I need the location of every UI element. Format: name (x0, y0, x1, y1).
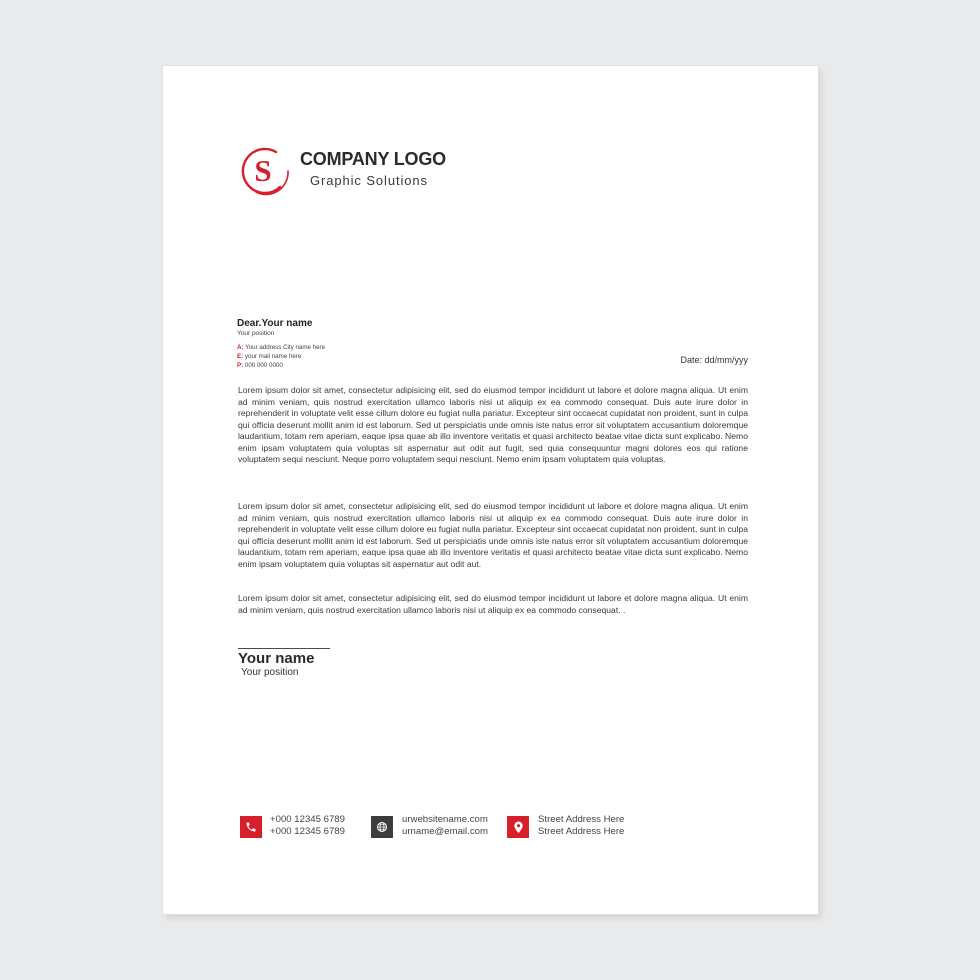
letter-date: Date: dd/mm/yyy (680, 355, 748, 365)
recipient-email (237, 353, 301, 360)
footer-email: urname@email.com (402, 826, 488, 837)
recipient-address (237, 344, 325, 351)
footer-phone-line-1: +000 12345 6789 (270, 814, 345, 825)
recipient-phone (237, 362, 283, 369)
phone-key: P: (237, 362, 244, 369)
address-value: Your address City name here (245, 344, 326, 351)
footer-website: urwebsitename.com (402, 814, 488, 825)
footer-address-line-2: Street Address Here (538, 826, 625, 837)
company-name: COMPANY LOGO (300, 149, 446, 169)
signature-position: Your position (241, 667, 299, 678)
phone-icon (240, 816, 262, 838)
signature-line (238, 648, 330, 649)
recipient-position: Your position (237, 330, 275, 337)
globe-icon (371, 816, 393, 838)
body-paragraph-3: Lorem ipsum dolor sit amet, consectetur adipisicing elit, sed do eiusmod tempor incididunt ut labore et dolore magna aliqua. Ut enim ad minim veniam, quis nostrud exercitation ullamco laboris nisi ut aliquip ex ea commodo consequat. . (238, 593, 748, 615)
phone-value: 000 000 0000 (244, 362, 283, 369)
email-key: E: (237, 353, 244, 360)
footer-address (538, 814, 624, 838)
company-tagline: Graphic Solutions (310, 173, 428, 188)
location-pin-icon (507, 816, 529, 838)
logo-letter: S (254, 153, 272, 188)
company-logo-icon (236, 143, 292, 199)
address-key: A: (237, 344, 244, 351)
footer-web (402, 814, 488, 838)
email-value: your mail name here (244, 353, 302, 360)
salutation: Dear.Your name (237, 318, 313, 329)
signature-name: Your name (238, 650, 315, 667)
body-paragraph-2: Lorem ipsum dolor sit amet, consectetur adipisicing elit, sed do eiusmod tempor incididunt ut labore et dolore magna aliqua. Ut enim ad minim veniam, quis nostrud exercitation ullamco laboris nisi ut aliquip ex ea commodo consequat. Duis aute irure dolor in reprehenderit in voluptate velit esse cillum dolore eu fugiat nulla pariatur. Excepteur sint occaecat cupidatat non proident, sunt in culpa qui officia deserunt mollit anim id est laborum. Sed ut perspiciatis unde omnis iste natus error sit voluptatem accusantium doloremque laudantium, totam rem aperiam, eaque ipsa quae ab illo inventore veritatis et quasi architecto beatae vitae dicta sunt explicabo. Nemo enim ipsam voluptatem quia voluptas sit aspernatur aut odit aut. (238, 501, 748, 569)
footer-phone (270, 814, 345, 838)
footer-address-line-1: Street Address Here (538, 814, 625, 825)
footer-phone-line-2: +000 12345 6789 (270, 826, 345, 837)
body-paragraph-1: Lorem ipsum dolor sit amet, consectetur adipisicing elit, sed do eiusmod tempor incididunt ut labore et dolore magna aliqua. Ut enim ad minim veniam, quis nostrud exercitation ullamco laboris nisi ut aliquip ex ea commodo consequat. Duis aute irure dolor in reprehenderit in voluptate velit esse cillum dolore eu fugiat nulla pariatur. Excepteur sint occaecat cupidatat non proident, sunt in culpa qui officia deserunt mollit anim id est laborum. Sed ut perspiciatis unde omnis iste natus error sit voluptatem accusantium doloremque laudantium, totam rem aperiam, eaque ipsa quae ab illo inventore veritatis et quasi architecto beatae vitae dicta sunt explicabo. Nemo enim ipsam voluptatem quia voluptas sit aspernatur aut odit aut fugit, sed quia consequuntur magni dolores eos qui ratione voluptatem sequi nesciunt. Neque porro voluptatem sequi nesciunt. Nemo enim ipsam voluptatem quia voluptas. (238, 385, 748, 464)
